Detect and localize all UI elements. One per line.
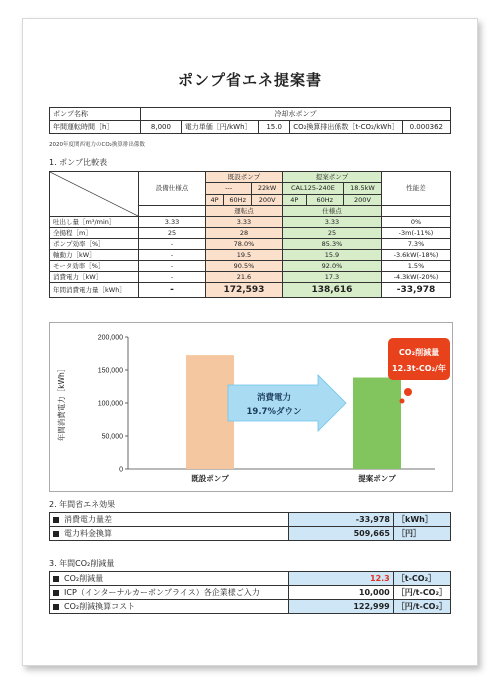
bubble-dot-large — [404, 388, 412, 396]
exist-kw: 22kW — [252, 183, 283, 194]
row-exist: 19.5 — [206, 250, 283, 261]
savings-label: 電力料金換算 — [64, 529, 112, 538]
exist-hz: 60Hz — [224, 194, 252, 205]
exist-voltage: 200V — [252, 194, 283, 205]
table-row — [50, 228, 451, 239]
row-exist: 28 — [206, 228, 283, 239]
y-tick-label: 200,000 — [97, 334, 123, 342]
annotation-line-2: 19.7%ダウン — [246, 407, 302, 417]
row-exist: 21.6 — [206, 272, 283, 283]
co2-factor-value: 0.000362 — [402, 121, 450, 134]
row-diff: 7.3% — [382, 239, 451, 250]
row-label: 消費電力［kW］ — [50, 272, 139, 283]
section-1-heading: 1. ポンプ比較表 — [49, 158, 108, 167]
summary-table — [49, 107, 451, 134]
y-tick-label: 0 — [119, 466, 123, 474]
row-exist: 3.33 — [206, 217, 283, 228]
table-row — [50, 527, 451, 541]
bullet-icon — [53, 531, 59, 537]
total-prop: 138,616 — [282, 283, 381, 298]
bullet-icon — [53, 590, 59, 596]
price-label: 電力単価［円/kWh］ — [181, 121, 258, 134]
row-diff: -3m(-11%) — [382, 228, 451, 239]
table-row — [50, 239, 451, 250]
design-blank — [139, 205, 206, 216]
pump-name-value: 冷却水ポンプ — [141, 108, 451, 121]
total-design: - — [139, 283, 206, 298]
row-prop: 25 — [282, 228, 381, 239]
bullet-icon — [53, 517, 59, 523]
savings-label-cell — [50, 513, 289, 527]
table-row — [50, 513, 451, 527]
row-prop: 85.3% — [282, 239, 381, 250]
row-prop: 92.0% — [282, 261, 381, 272]
row-exist: 78.0% — [206, 239, 283, 250]
price-value: 15.0 — [259, 121, 290, 134]
savings-unit: ［円］ — [394, 527, 451, 541]
co2-bubble — [388, 338, 450, 380]
y-tick-label: 150,000 — [97, 367, 123, 375]
row-prop: 3.33 — [282, 217, 381, 228]
pump-comparison-table — [49, 171, 451, 298]
bubble-line-2: 12.3t-CO₂/年 — [392, 364, 446, 373]
co2-unit: ［円/t-CO₂］ — [393, 600, 450, 614]
total-diff: -33,978 — [382, 283, 451, 298]
table-row — [50, 572, 451, 586]
co2-value: 12.3 — [288, 572, 393, 586]
prop-spec-point: 仕様点 — [282, 205, 381, 216]
row-design: - — [139, 250, 206, 261]
diff-column-header: 性能差 — [382, 172, 451, 206]
table-row — [50, 586, 451, 600]
co2-unit: ［円/t-CO₂］ — [393, 586, 450, 600]
row-label: 軸動力［kW］ — [50, 250, 139, 261]
co2-label-cell — [50, 600, 289, 614]
prop-voltage: 200V — [343, 194, 381, 205]
savings-value: 509,665 — [289, 527, 394, 541]
row-design: - — [139, 261, 206, 272]
co2-value: 10,000 — [288, 586, 393, 600]
co2-label: ICP（インターナルカーボンプライス）各企業様ご入力 — [64, 588, 260, 597]
chart-svg — [50, 323, 452, 491]
prop-model: CAL125-240E — [282, 183, 343, 194]
page-title: ポンプ省エネ提案書 — [177, 71, 322, 89]
diagonal-line — [50, 172, 138, 216]
savings-table — [49, 512, 451, 541]
diagonal-header-cell — [50, 172, 139, 217]
row-prop: 17.3 — [282, 272, 381, 283]
document-sheet — [22, 18, 478, 666]
row-exist: 90.5% — [206, 261, 283, 272]
y-axis-label: 年間消費電力［kWh］ — [57, 364, 66, 442]
table-row — [50, 600, 451, 614]
co2-label-cell — [50, 572, 289, 586]
co2-factor-label: CO₂換算排出係数［t-CO₂/kWh］ — [290, 121, 402, 134]
table-row — [50, 261, 451, 272]
savings-label-cell — [50, 527, 289, 541]
x-tick-label: 既設ポンプ — [191, 474, 229, 483]
bullet-icon — [53, 604, 59, 610]
savings-unit: ［kWh］ — [394, 513, 451, 527]
savings-value: -33,978 — [289, 513, 394, 527]
bullet-icon — [53, 576, 59, 582]
bar-existing — [186, 355, 234, 469]
design-column-header: 設備仕様点 — [139, 172, 206, 206]
exist-pump-header: 既設ポンプ — [206, 172, 283, 183]
prop-pump-header: 提案ポンプ — [282, 172, 381, 183]
total-row — [50, 283, 451, 298]
arrow-shape — [228, 375, 346, 431]
row-diff: 0% — [382, 217, 451, 228]
annotation-line-1: 消費電力 — [256, 393, 292, 403]
co2-label-cell — [50, 586, 289, 600]
bubble-line-1: CO₂削減量 — [398, 348, 440, 357]
row-label: 吐出し量［m³/min］ — [50, 217, 139, 228]
prop-hz: 60Hz — [306, 194, 343, 205]
exist-model: --- — [206, 183, 252, 194]
co2-factor-note: 2020年度関西電力のCO₂換算排出係数 — [49, 142, 145, 148]
row-design: 3.33 — [139, 217, 206, 228]
total-label: 年間消費電力量［kWh］ — [50, 283, 139, 298]
row-design: 25 — [139, 228, 206, 239]
section-3-heading: 3. 年間CO₂削減量 — [49, 559, 115, 568]
row-prop: 15.9 — [282, 250, 381, 261]
table-row — [50, 217, 451, 228]
row-label: モータ効率［%］ — [50, 261, 139, 272]
row-diff: -4.3kW(-20%) — [382, 272, 451, 283]
total-exist: 172,593 — [206, 283, 283, 298]
row-design: - — [139, 272, 206, 283]
co2-value: 122,999 — [288, 600, 393, 614]
savings-label: 消費電力量差 — [64, 515, 112, 524]
bubble-dot-small — [400, 399, 405, 404]
prop-poles: 4P — [282, 194, 306, 205]
pump-name-label: ポンプ名称 — [50, 108, 141, 121]
co2-table — [49, 571, 451, 614]
table-row — [50, 272, 451, 283]
hours-value: 8,000 — [141, 121, 182, 134]
row-diff: 1.5% — [382, 261, 451, 272]
y-tick-label: 100,000 — [97, 400, 123, 408]
exist-poles: 4P — [206, 194, 224, 205]
row-design: - — [139, 239, 206, 250]
prop-kw: 18.5kW — [343, 183, 381, 194]
hours-label: 年間運転時間［h］ — [50, 121, 141, 134]
consumption-chart — [49, 322, 453, 492]
table-row — [50, 250, 451, 261]
y-tick-label: 50,000 — [101, 433, 123, 441]
exist-operating-point: 運転点 — [206, 205, 283, 216]
diff-blank — [382, 205, 451, 216]
co2-label: CO₂削減量 — [64, 574, 104, 583]
row-label: ポンプ効率［%］ — [50, 239, 139, 250]
section-2-heading: 2. 年間省エネ効果 — [49, 500, 116, 509]
row-diff: -3.6kW(-18%) — [382, 250, 451, 261]
x-tick-label: 提案ポンプ — [358, 474, 396, 483]
row-label: 全揚程［m］ — [50, 228, 139, 239]
co2-unit: ［t-CO₂］ — [393, 572, 450, 586]
bar-proposed — [353, 378, 401, 469]
co2-label: CO₂削減換算コスト — [64, 602, 136, 611]
